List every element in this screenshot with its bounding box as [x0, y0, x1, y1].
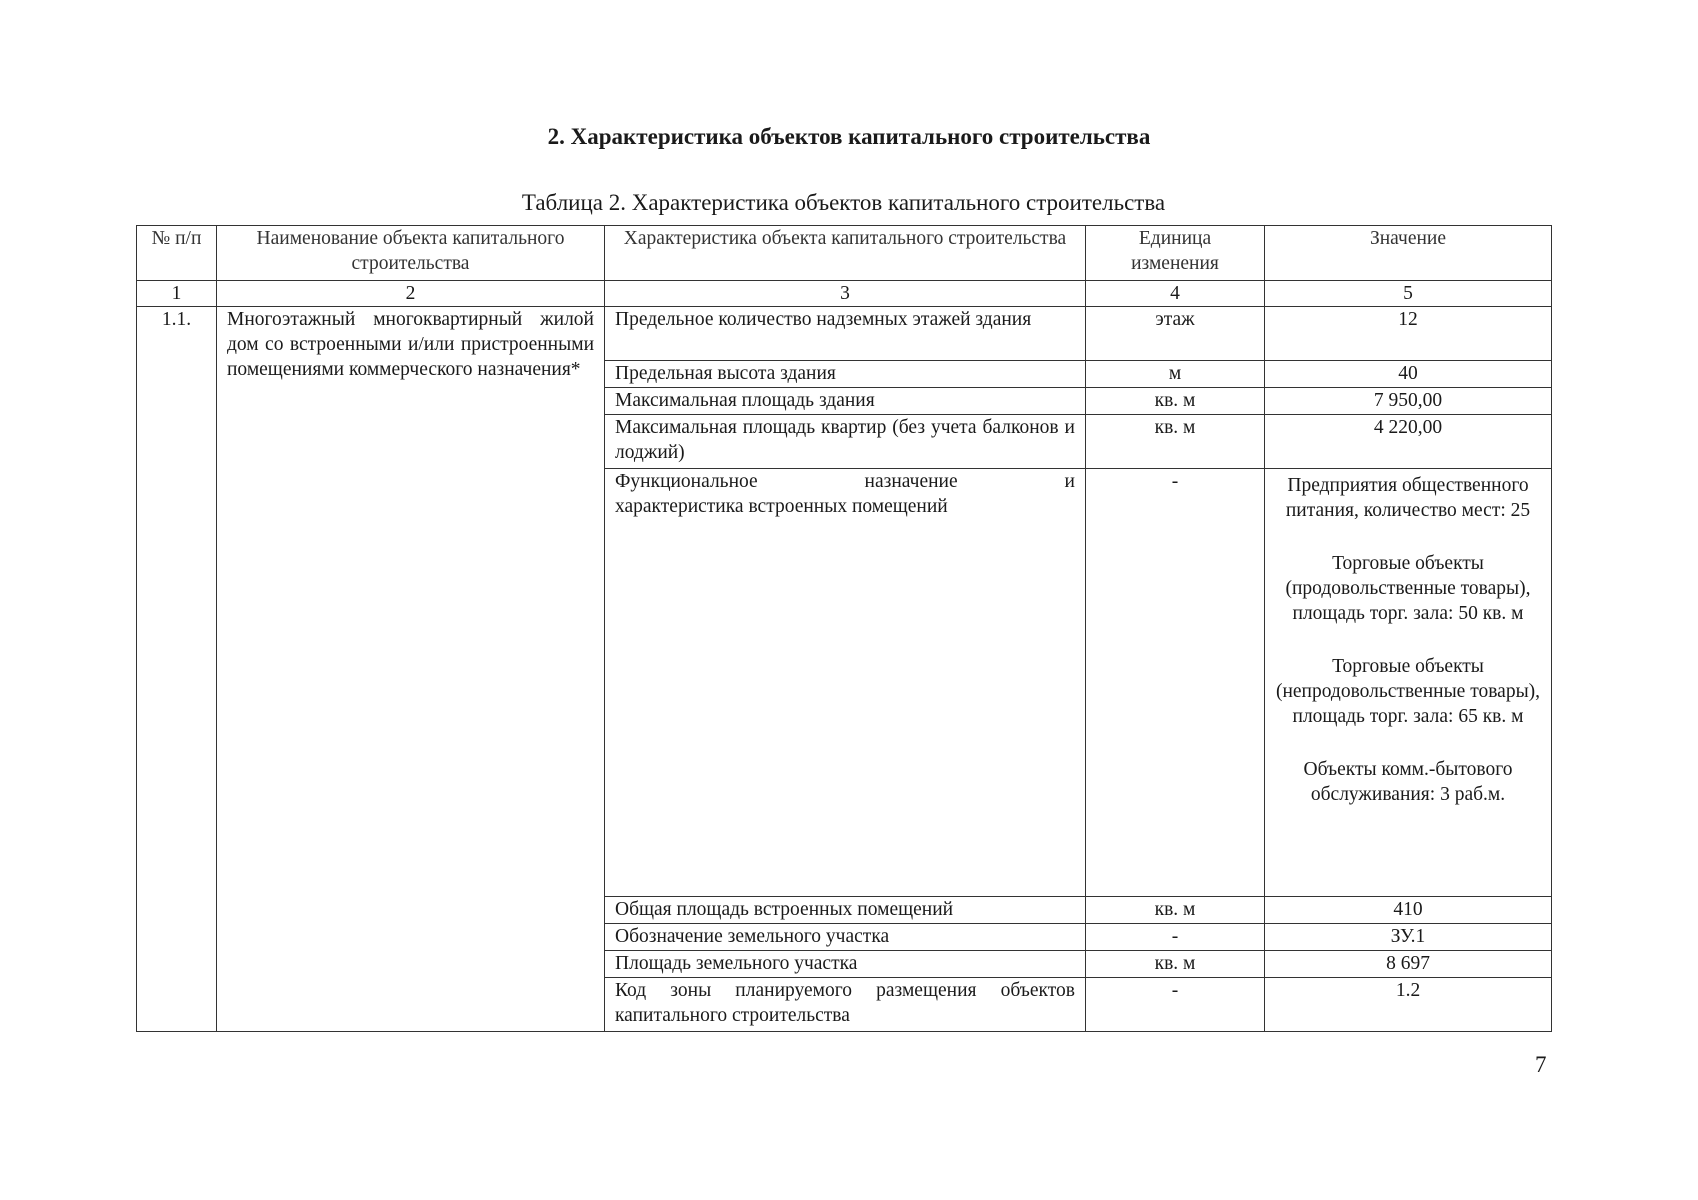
value-paragraph: Предприятия общественного питания, количество мест: 25 — [1285, 475, 1531, 521]
value-cell — [1265, 469, 1552, 897]
value-cell: ЗУ.1 — [1265, 924, 1552, 951]
column-number: 5 — [1265, 281, 1552, 307]
column-number: 1 — [137, 281, 217, 307]
table-row — [137, 307, 1552, 361]
column-number: 4 — [1086, 281, 1265, 307]
table-header-row — [137, 226, 1552, 281]
unit-cell: м — [1086, 361, 1265, 388]
characteristic-cell: Максимальная площадь здания — [605, 388, 1086, 415]
value-paragraph: Объекты комм.-бытового обслуживания: 3 раб.м. — [1303, 759, 1513, 805]
characteristic-cell: Площадь земельного участка — [605, 951, 1086, 978]
characteristic-cell — [605, 469, 1086, 897]
characteristic-cell: Обозначение земельного участка — [605, 924, 1086, 951]
characteristics-table — [136, 225, 1552, 1032]
column-number: 3 — [605, 281, 1086, 307]
header-value: Значение — [1265, 226, 1552, 281]
header-unit: Единица изменения — [1086, 226, 1265, 281]
value-cell: 1.2 — [1265, 978, 1552, 1032]
page-number: 7 — [1535, 1052, 1547, 1077]
characteristic-cell: Предельное количество надземных этажей здания — [605, 307, 1086, 361]
column-number-row — [137, 281, 1552, 307]
section-heading: 2. Характеристика объектов капитального строительства — [547, 124, 1151, 149]
characteristic-cell: Общая площадь встроенных помещений — [605, 897, 1086, 924]
unit-cell: кв. м — [1086, 415, 1265, 469]
header-num: № п/п — [137, 226, 217, 281]
value-cell: 410 — [1265, 897, 1552, 924]
unit-cell: - — [1086, 978, 1265, 1032]
table-caption: Таблица 2. Характеристика объектов капитального строительства — [521, 190, 1166, 215]
characteristic-cell: Код зоны планируемого размещения объектов капитального строительства — [605, 978, 1086, 1032]
unit-cell: кв. м — [1086, 388, 1265, 415]
header-characteristic: Характеристика объекта капитального строительства — [605, 226, 1086, 281]
characteristic-line: Функциональное назначение и — [615, 471, 1075, 492]
column-number: 2 — [217, 281, 605, 307]
object-number: 1.1. — [137, 307, 217, 1032]
value-cell: 12 — [1265, 307, 1552, 361]
unit-cell: кв. м — [1086, 951, 1265, 978]
value-cell: 7 950,00 — [1265, 388, 1552, 415]
value-paragraph: Торговые объекты (непродовольственные товары), площадь торг. зала: 65 кв. м — [1275, 656, 1541, 727]
value-cell: 4 220,00 — [1265, 415, 1552, 469]
value-cell: 8 697 — [1265, 951, 1552, 978]
characteristic-cell: Предельная высота здания — [605, 361, 1086, 388]
object-name: Многоэтажный многоквартирный жилой дом со встроенными и/или пристроенными помещениями коммерческого назначения* — [217, 307, 605, 1032]
unit-cell: - — [1086, 469, 1265, 897]
unit-cell: этаж — [1086, 307, 1265, 361]
value-paragraph: Торговые объекты (продовольственные товары), площадь торг. зала: 50 кв. м — [1285, 553, 1531, 624]
unit-cell: - — [1086, 924, 1265, 951]
value-cell: 40 — [1265, 361, 1552, 388]
characteristic-cell: Максимальная площадь квартир (без учета балконов и лоджий) — [605, 415, 1086, 469]
characteristic-line: характеристика встроенных помещений — [615, 496, 948, 517]
header-name: Наименование объекта капитального строительства — [217, 226, 605, 281]
unit-cell: кв. м — [1086, 897, 1265, 924]
